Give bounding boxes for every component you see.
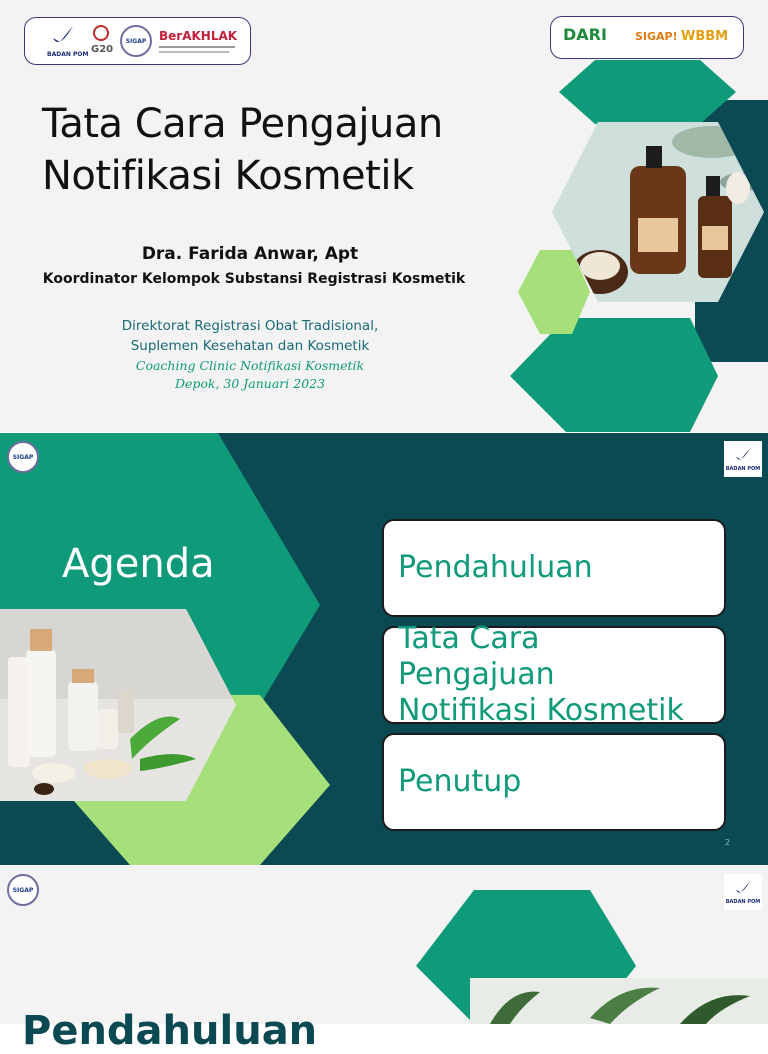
- sigap-logo: SIGAP!: [635, 30, 678, 43]
- sigap-badge: SIGAP: [7, 441, 39, 473]
- skincare-products-image: [0, 609, 236, 801]
- agenda-heading: Agenda: [62, 541, 215, 587]
- agenda-item-label: Tata Cara Pengajuan Notifikasi Kosmetik: [398, 621, 684, 728]
- berakhlak-tagline-2: [159, 51, 229, 53]
- logos-left: [24, 17, 251, 65]
- dari-logo: DARI: [563, 25, 607, 44]
- presenter-name: Dra. Farida Anwar, Apt: [141, 244, 359, 264]
- section-heading: Pendahuluan: [22, 1008, 318, 1054]
- title-line-1: Tata Cara Pengajuan: [42, 101, 443, 147]
- title-line-2: Notifikasi Kosmetik: [42, 153, 414, 199]
- g20-emblem-icon: [93, 24, 109, 42]
- badan-pom-logo-icon: [734, 880, 752, 898]
- slide-title: [0, 0, 768, 432]
- wbbm-logo: WBBM: [681, 29, 729, 44]
- bpom-logo: BADAN POM: [724, 441, 762, 477]
- g20-logo: G20: [91, 44, 114, 55]
- bpom-logo: BADAN POM: [724, 874, 762, 910]
- plants-image: [470, 978, 768, 1024]
- berakhlak-logo: BerAKHLAK: [159, 29, 238, 43]
- agenda-item-penutup[interactable]: [382, 733, 726, 831]
- agenda-item-pendahuluan[interactable]: [382, 519, 726, 617]
- badan-pom-logo-icon: [51, 24, 75, 50]
- sigap-badge: SIGAP: [120, 25, 152, 57]
- slide-agenda: [0, 433, 768, 865]
- slide-pendahuluan: [0, 866, 768, 1054]
- agenda-item-label: Penutup: [398, 764, 522, 799]
- cosmetic-bottles-image: [552, 122, 764, 302]
- agenda-item-label: Pendahuluan: [398, 550, 593, 585]
- presenter-role: Koordinator Kelompok Substansi Registrasi Kosmetik: [42, 271, 466, 287]
- event-date-place: Depok, 30 Januari 2023: [174, 376, 326, 391]
- berakhlak-tagline: [159, 46, 235, 48]
- sigap-badge: SIGAP: [7, 874, 39, 906]
- directorate-line-1: Direktorat Registrasi Obat Tradisional,: [121, 318, 379, 334]
- directorate-line-2: Suplemen Kesehatan dan Kosmetik: [130, 338, 370, 354]
- badan-pom-label: BADAN POM: [47, 51, 89, 58]
- badan-pom-logo-icon: [734, 447, 752, 465]
- page-number: 2: [724, 838, 730, 847]
- event-name: Coaching Clinic Notifikasi Kosmetik: [135, 358, 365, 373]
- presentation-title: [42, 98, 542, 202]
- agenda-item-tata-cara[interactable]: [382, 621, 726, 728]
- logos-right: [550, 16, 744, 59]
